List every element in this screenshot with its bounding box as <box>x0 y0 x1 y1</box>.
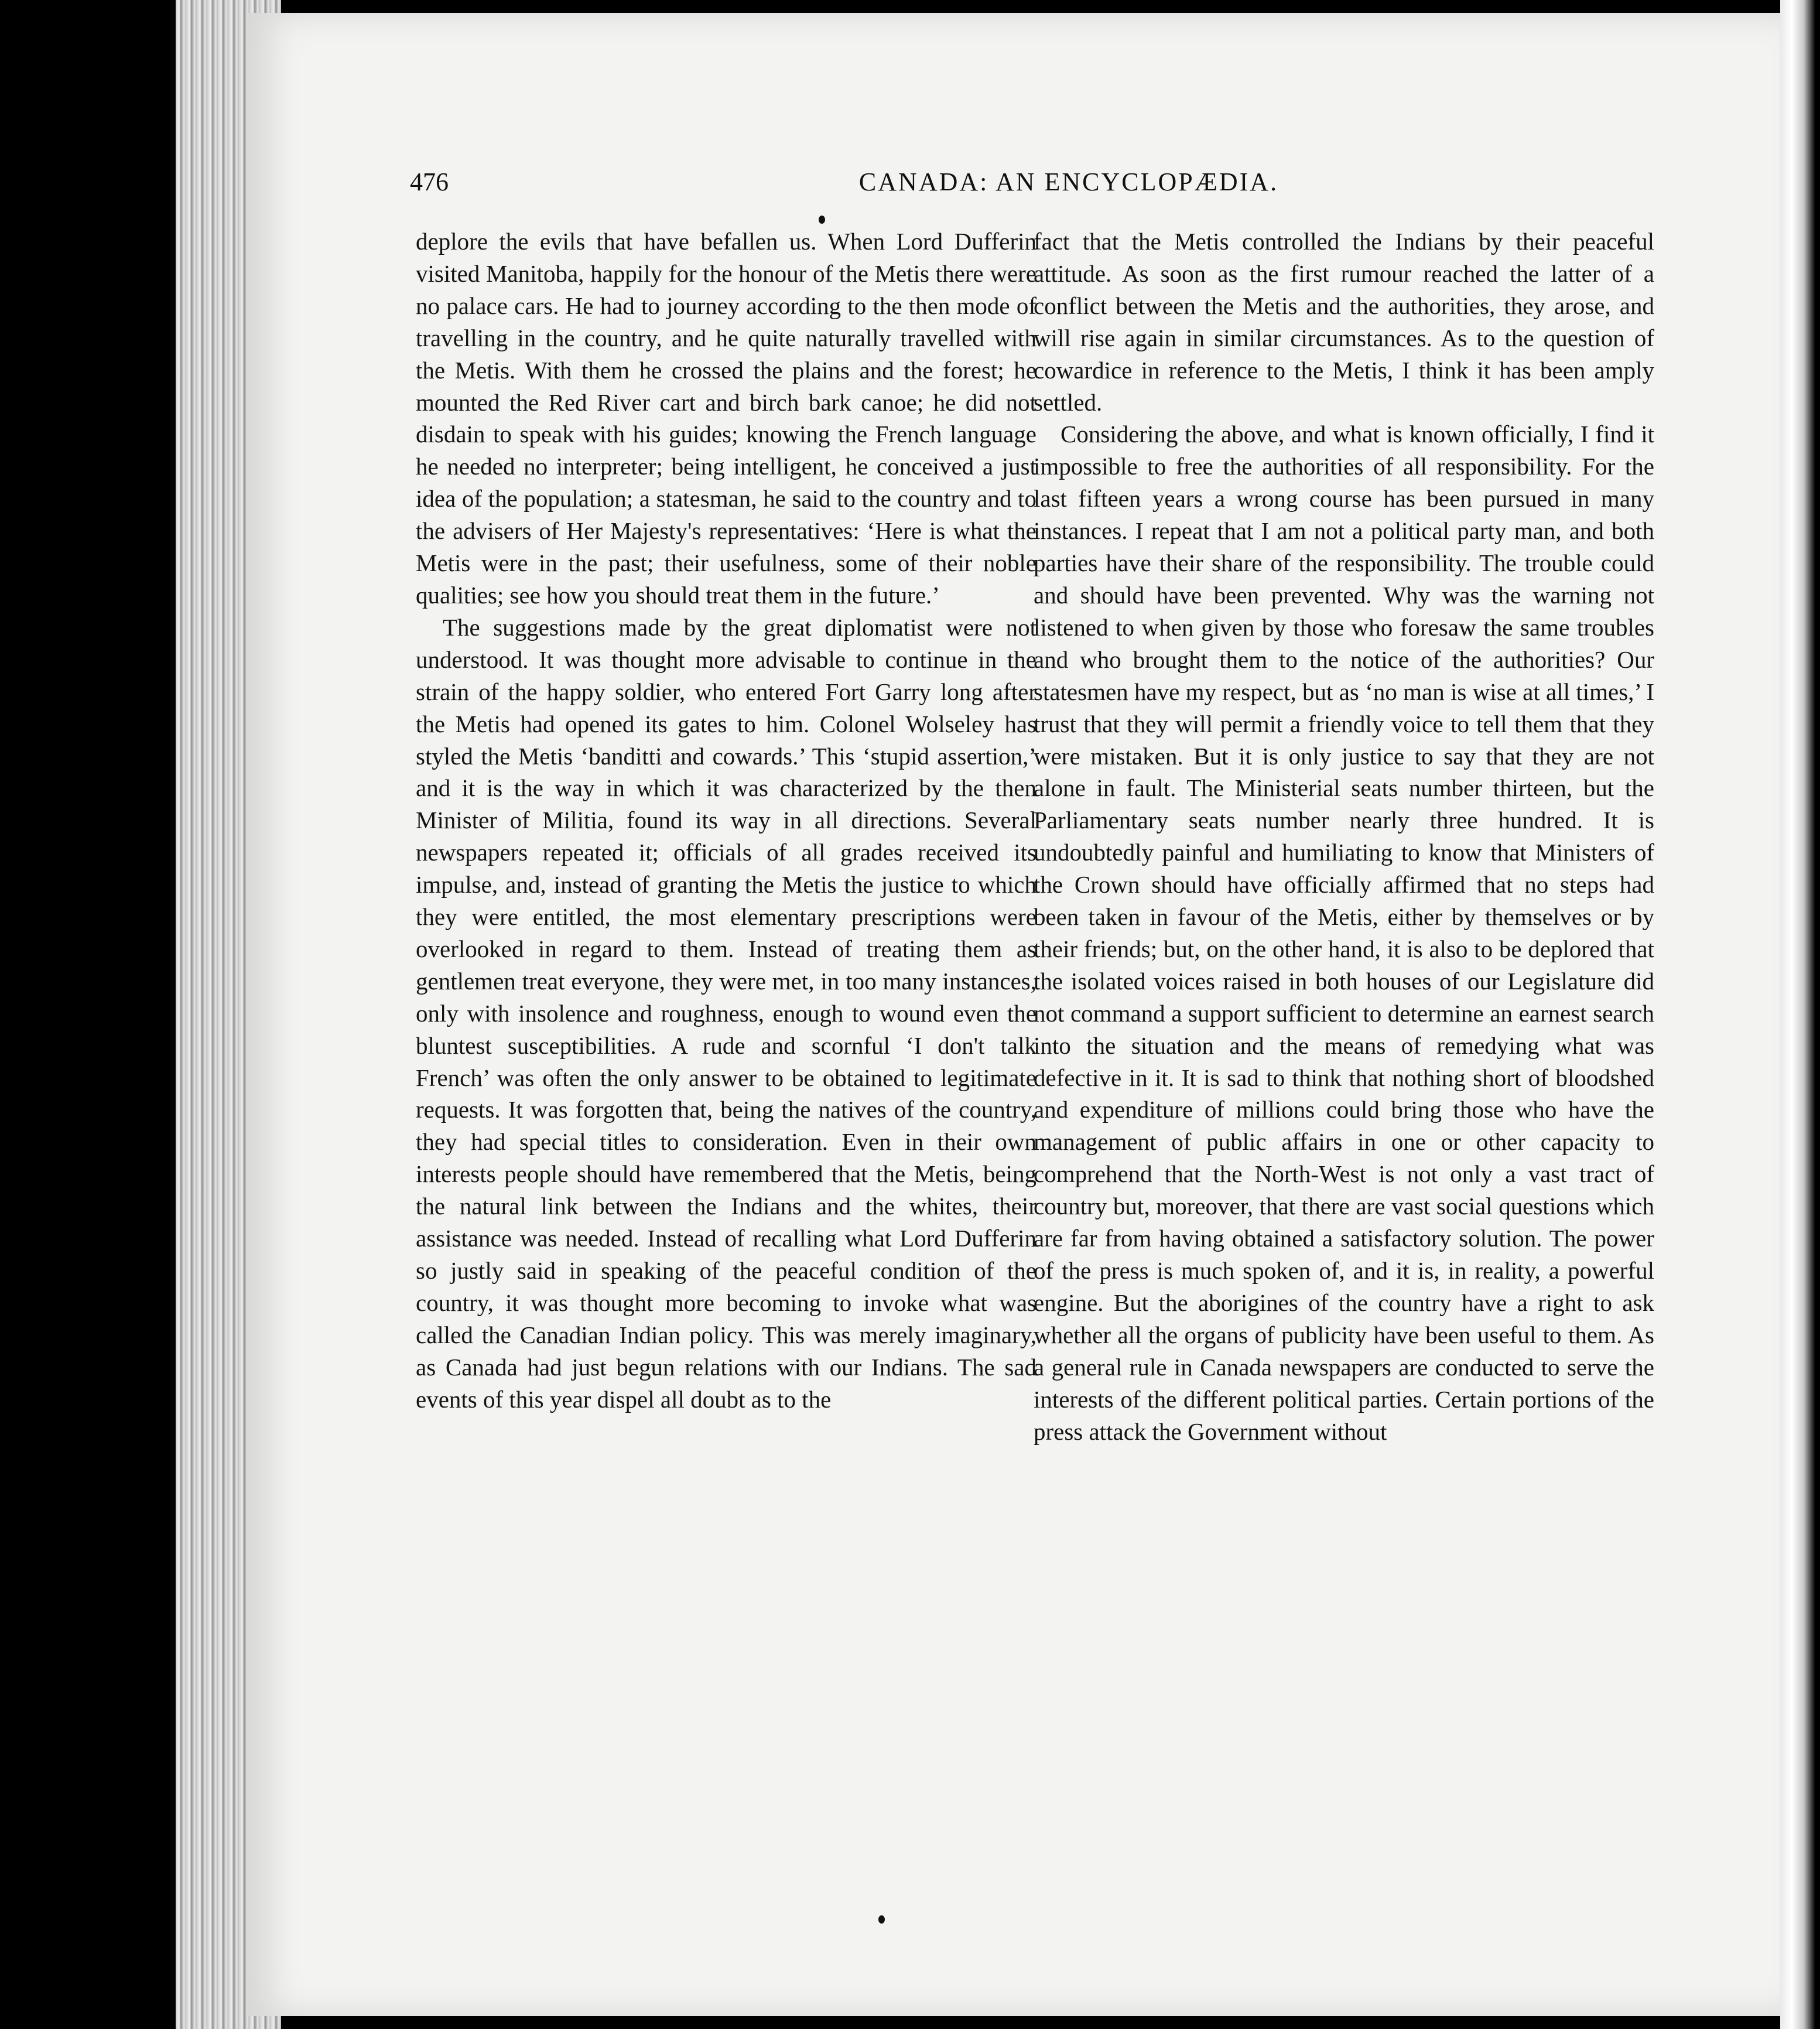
ink-dot-bottom <box>878 1915 885 1924</box>
left-column <box>416 226 1036 1416</box>
page-header <box>410 167 1628 202</box>
paragraph: deplore the evils that have befallen us. When Lord Dufferin visited Manitoba, happily for the honour of the Metis there were no palace cars. He had to journey according to the then mode of travelling in the country, and he quite naturally travelled with the Metis. With them he crossed the plains and the forest; he mounted the Red River cart and birch bark canoe; he did not disdain to speak with his guides; knowing the French language he needed no interpreter; being intelligent, he conceived a just idea of the population; a statesman, he said to the country and to the advisers of Her Majesty's representatives: ‘Here is what the Metis were in the past; their usefulness, some of their noble qualities; see how you should treat them in the future.’ <box>416 228 1036 609</box>
ink-dot-top <box>819 216 825 224</box>
paragraph: The suggestions made by the great diplomatist were not understood. It was thought more advisable to continue in the strain of the happy soldier, who entered Fort Garry long after the Metis had opened its gates to him. Colonel Wolseley has styled the Metis ‘banditti and cowards.’ This ‘stupid assertion,’ and it is the way in which it was characterized by the then Minister of Militia, found its way in all directions. Several newspapers repeated it; officials of all grades received its impulse, and, instead of granting the Metis the justice to which they were entitled, the most elementary prescriptions were overlooked in regard to them. Instead of treating them as gentlemen treat everyone, they were met, in too many instances, only with insolence and roughness, enough to wound even the bluntest susceptibilities. A rude and scornful ‘I don't talk French’ was often the only answer to be obtained to legitimate requests. It was forgotten that, being the natives of the country, they had special titles to consideration. Even in their own interests people should have remembered that the Metis, being the natural link between the Indians and the whites, their assistance was needed. Instead of recalling what Lord Dufferin so justly said in speaking of the peaceful condition of the country, it was thought more becoming to invoke what was called the Canadian Indian policy. This was merely imaginary, as Canada had just begun relations with our Indians. The sad events of this year dispel all doubt as to the <box>416 613 1036 1413</box>
page-number: 476 <box>410 168 449 196</box>
running-title: CANADA: AN ENCYCLOPÆDIA. <box>858 168 1279 196</box>
right-column <box>1034 226 1654 1447</box>
facing-page-edge <box>1780 0 1820 2029</box>
paragraph: Considering the above, and what is known officially, I find it impossible to free the authorities of all responsibility. For the last fifteen years a wrong course has been pursued in many instances. I repeat that I am not a political party man, and both parties have their share of the responsibility. The trouble could and should have been prevented. Why was the warning not listened to when given by those who foresaw the same troubles and who brought them to the notice of the authorities? Our statesmen have my respect, but as ‘no man is wise at all times,’ I trust that they will permit a friendly voice to tell them that they were mistaken. But it is only justice to say that they are not alone in fault. The Ministerial seats number thirteen, but the Parliamentary seats number nearly three hundred. It is undoubtedly painful and humiliating to know that Ministers of the Crown should have officially affirmed that no steps had been taken in favour of the Metis, either by themselves or by their friends; but, on the other hand, it is also to be deplored that the isolated voices raised in both houses of our Legislature did not command a support sufficient to determine an earnest search into the situation and the means of remedying what was defective in it. It is sad to think that nothing short of bloodshed and expenditure of millions could bring those who have the management of public affairs in one or other capacity to comprehend that the North-West is not only a vast tract of country but, moreover, that there are vast social questions which are far from having obtained a satisfactory solution. The power of the press is much spoken of, and it is, in reality, a powerful engine. But the aborigines of the country have a right to ask whether all the organs of publicity have been useful to them. As a general rule in Canada newspapers are conducted to serve the interests of the different political parties. Certain portions of the press attack the Government without <box>1034 421 1654 1445</box>
paragraph: fact that the Metis controlled the Indians by their peaceful attitude. As soon as the first rumour reached the latter of a conflict between the Metis and the authorities, they arose, and will rise again in similar circumstances. As to the question of cowardice in reference to the Metis, I think it has been amply settled. <box>1034 228 1654 416</box>
